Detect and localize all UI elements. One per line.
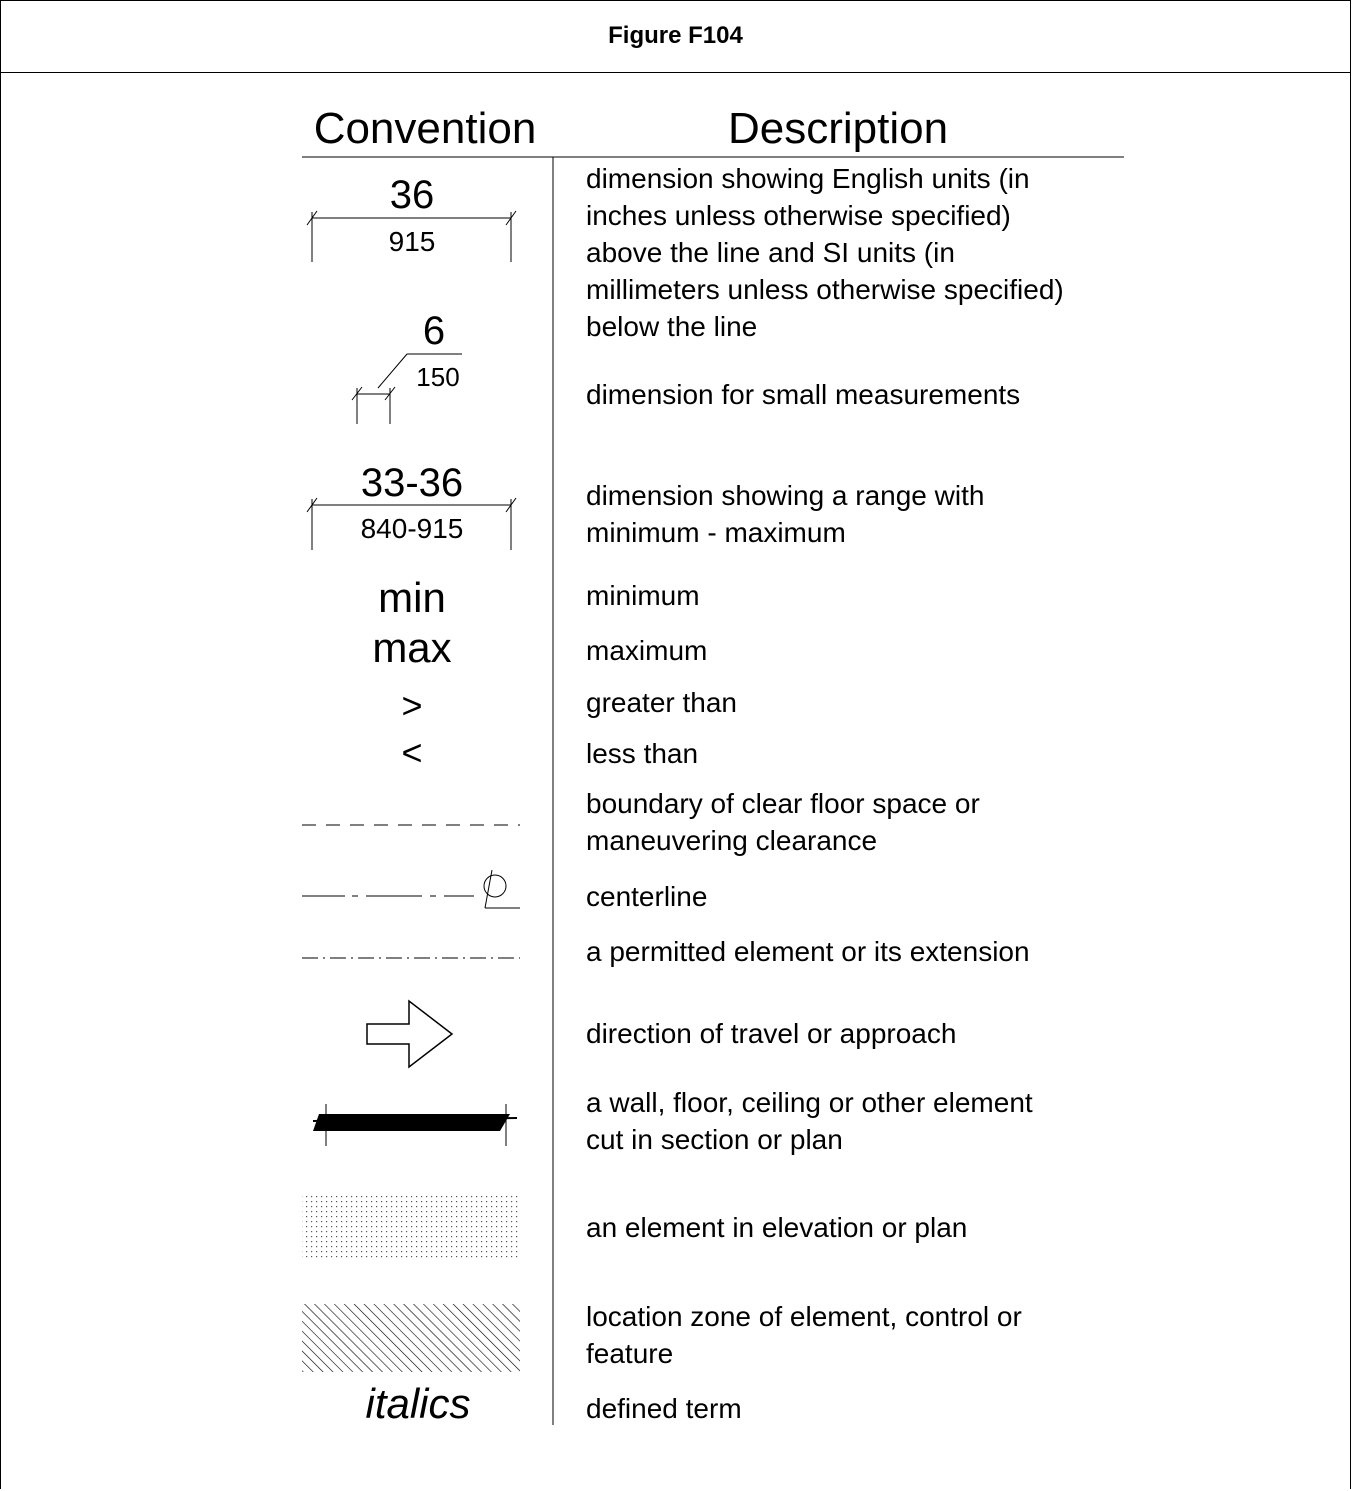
elevation-description: an element in elevation or plan — [586, 1212, 968, 1243]
header-convention: Convention — [313, 104, 537, 153]
dimension-desc-line-5: below the line — [586, 311, 758, 342]
location-zone-desc-line-1: location zone of element, control or — [586, 1301, 1022, 1332]
defined-term-description: defined term — [586, 1393, 742, 1424]
figure-title: Figure F104 — [0, 0, 1351, 73]
header-description: Description — [727, 104, 949, 153]
wall-section-symbol — [313, 1104, 517, 1146]
less-than-description: less than — [586, 738, 699, 769]
range-si-value: 840-915 — [360, 513, 464, 544]
greater-than-description: greater than — [586, 687, 737, 718]
small-dimension-description: dimension for small measurements — [586, 379, 1021, 410]
dimension-desc-line-1: dimension showing English units (in — [586, 163, 1030, 194]
hatched-location-zone-swatch — [302, 1304, 520, 1372]
maximum-description: maximum — [586, 635, 708, 666]
range-desc-line-1: dimension showing a range with — [586, 480, 985, 511]
dimension-desc-line-3: above the line and SI units (in — [586, 237, 955, 268]
min-symbol: min — [378, 574, 446, 621]
small-si-value: 150 — [416, 362, 460, 392]
dimension-english-value: 36 — [389, 173, 435, 217]
dimension-desc-line-4: millimeters unless otherwise specified) — [586, 274, 1064, 305]
dimension-desc-line-2: inches unless otherwise specified) — [586, 200, 1011, 231]
boundary-desc-line-1: boundary of clear floor space or — [586, 788, 980, 819]
italics-sample: italics — [365, 1380, 471, 1427]
centerline-symbol — [302, 870, 520, 908]
centerline-description: centerline — [586, 881, 708, 912]
dimension-description — [586, 163, 1064, 342]
location-zone-desc-line-2: feature — [586, 1338, 674, 1369]
dimension-symbol — [307, 173, 516, 262]
direction-arrow-icon — [367, 1001, 452, 1067]
range-desc-line-2: minimum - maximum — [586, 517, 846, 548]
small-dimension-symbol — [352, 309, 462, 424]
direction-description: direction of travel or approach — [586, 1018, 957, 1049]
wall-desc-line-2: cut in section or plan — [586, 1124, 843, 1155]
max-symbol: max — [372, 624, 452, 671]
small-english-value: 6 — [422, 309, 446, 353]
dotted-elevation-swatch — [302, 1194, 520, 1261]
boundary-desc-line-2: maneuvering clearance — [586, 825, 878, 856]
minimum-description: minimum — [586, 580, 700, 611]
range-dimension-symbol — [307, 461, 516, 550]
range-english-value: 33-36 — [360, 461, 464, 505]
wall-desc-line-1: a wall, floor, ceiling or other element — [586, 1087, 1033, 1118]
less-than-symbol: < — [401, 732, 423, 773]
dimension-si-value: 915 — [388, 226, 436, 257]
permitted-description: a permitted element or its extension — [586, 936, 1030, 967]
greater-than-symbol: > — [401, 685, 423, 726]
